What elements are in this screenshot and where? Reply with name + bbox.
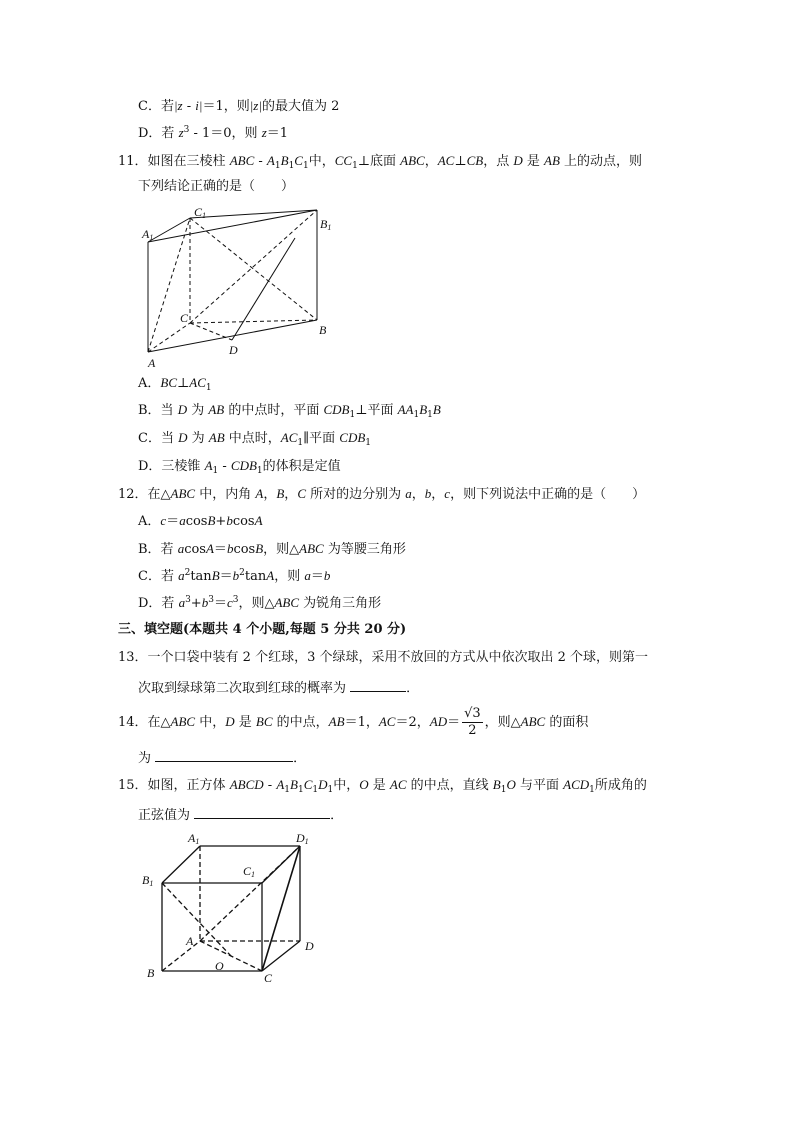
math-sub: 1 <box>427 410 433 420</box>
math-sup: 3 <box>232 595 239 605</box>
math-text: b <box>232 568 240 583</box>
question-text: ， <box>424 154 438 169</box>
option-text: 为等腰三角形 <box>323 542 406 557</box>
math-text: |z| <box>249 98 262 113</box>
math-text: a <box>177 541 185 556</box>
option-text: 为锐角三角形 <box>299 596 382 611</box>
question-text: ＝2， <box>395 715 430 730</box>
math-text: B <box>255 541 264 556</box>
option-text: ∥平面 <box>303 431 340 446</box>
math-text: tan <box>244 569 267 584</box>
math-text: cos <box>233 542 256 557</box>
math-sub: 1 <box>327 785 334 795</box>
math-text: + <box>190 596 202 611</box>
math-sub: 1 <box>365 438 372 448</box>
question-text: 所对的边分别为 <box>305 487 406 502</box>
math-text: a <box>178 568 185 583</box>
math-text: B <box>492 777 501 792</box>
option-text: ⊥平面 <box>355 403 398 418</box>
question-text: 次取到绿球第二次取到红球的概率为 <box>138 681 351 696</box>
math-text: CDB <box>323 402 350 417</box>
math-text: ABC <box>229 153 255 168</box>
fraction-denominator: 2 <box>468 723 477 738</box>
question-text: ⊥底面 <box>357 154 401 169</box>
math-text: D <box>225 714 235 729</box>
math-text: |z <box>173 98 183 113</box>
math-sub: 1 <box>205 383 212 393</box>
math-text: A <box>254 513 263 528</box>
math-text: D <box>318 777 328 792</box>
math-text: z <box>178 125 184 140</box>
option-label: A． <box>138 376 161 391</box>
edge-b1o-hidden <box>162 883 231 956</box>
math-sub: 1 <box>256 466 263 476</box>
math-text: AC <box>378 714 396 729</box>
math-text: AC <box>389 777 407 792</box>
label-a1: A1 <box>142 227 154 242</box>
math-text: B <box>290 777 298 792</box>
question-text: 所成角的 <box>594 778 647 793</box>
math-text: ＝1 <box>266 126 289 141</box>
math-text: A <box>266 153 275 168</box>
math-text: ABC <box>274 595 300 610</box>
question-text: 是 <box>522 154 545 169</box>
label-o: O <box>215 959 224 973</box>
math-text: AC <box>280 430 298 445</box>
math-text: cos <box>232 514 255 529</box>
option-label: B．若 <box>138 542 178 557</box>
option-text: 为 <box>187 431 209 446</box>
q11-prism-figure <box>140 200 340 370</box>
option-label: C．若 <box>138 569 179 584</box>
q15-cube-figure <box>140 828 340 988</box>
math-text: A <box>205 541 214 556</box>
math-text: A <box>276 777 285 792</box>
question-text: 为 <box>138 751 156 766</box>
math-text: BC <box>160 375 178 390</box>
option-label: B．当 <box>138 403 178 418</box>
question-text: ， <box>284 487 298 502</box>
math-text: B <box>280 153 289 168</box>
math-text: ABCD <box>229 777 264 792</box>
math-text: AA <box>397 402 414 417</box>
math-text: ABC <box>299 541 324 556</box>
math-sub: 1 <box>589 785 595 795</box>
math-text: C <box>294 153 303 168</box>
q10-option-d <box>138 124 288 144</box>
math-text: CDB <box>339 430 366 445</box>
question-text: 中，内角 <box>195 487 256 502</box>
math-text: D <box>178 430 188 445</box>
math-text: ＝ <box>219 569 233 584</box>
q11-option-c <box>138 429 371 449</box>
edge-db1 <box>232 238 295 340</box>
math-text: ABC <box>170 714 196 729</box>
question-text: ，点 <box>483 154 514 169</box>
math-text: cos <box>185 514 208 529</box>
option-label: A． <box>138 514 161 529</box>
question-text: 的中点， <box>272 715 329 730</box>
math-text: ＝1，则 <box>202 99 250 114</box>
edge-ba-hidden <box>162 941 200 971</box>
math-sub: 1 <box>413 410 420 420</box>
fraction <box>462 706 483 739</box>
question-text: 是 <box>368 778 390 793</box>
math-text: a <box>179 513 186 528</box>
math-text: c <box>226 595 233 610</box>
option-label: C．当 <box>138 431 179 446</box>
math-text: i| <box>195 98 203 113</box>
question-text: 中， <box>195 715 226 730</box>
label-a1: A1 <box>188 831 200 846</box>
q11-option-a <box>138 374 212 394</box>
question-text: 的中点，直线 <box>406 778 493 793</box>
math-text: a <box>304 568 311 583</box>
q11-stem-line2: 下列结论正确的是（ ） <box>138 179 295 194</box>
math-text: B <box>276 486 285 501</box>
q15-line1 <box>118 776 647 796</box>
math-text: B <box>211 568 220 583</box>
math-sub: 1 <box>212 466 219 476</box>
label-c: C <box>264 971 273 985</box>
math-sup: 2 <box>184 568 191 578</box>
math-text: CC <box>334 153 353 168</box>
math-text: z <box>261 125 267 140</box>
math-text: - <box>254 154 267 169</box>
question-text: 14．在△ <box>118 715 171 730</box>
math-text: B <box>419 402 428 417</box>
math-text: ＝ <box>310 569 324 584</box>
math-text: ABC <box>400 153 425 168</box>
math-text: AC <box>189 375 206 390</box>
math-text: CDB <box>230 458 257 473</box>
question-text: 的面积 <box>545 715 589 730</box>
edge-cd-hidden <box>190 323 232 340</box>
math-text: c <box>444 486 451 501</box>
math-sub: 1 <box>297 438 304 448</box>
question-text: 12．在△ <box>118 487 171 502</box>
question-text: ，则下列说法中正确的是（ ） <box>450 487 646 502</box>
math-text: BC <box>255 714 273 729</box>
math-text: ACD <box>563 777 590 792</box>
question-text: ， <box>263 487 277 502</box>
q12-stem <box>118 485 645 504</box>
math-text: CB <box>466 153 484 168</box>
option-text: 为 <box>187 403 209 418</box>
option-text: ，则 <box>274 569 305 584</box>
q13-line2 <box>138 677 419 698</box>
math-text: a <box>178 595 186 610</box>
math-text: c <box>160 513 167 528</box>
question-text: 中， <box>333 778 360 793</box>
option-label: D．若 <box>138 126 179 141</box>
math-sub: 1 <box>274 161 281 171</box>
question-text: 与平面 <box>515 778 564 793</box>
fraction-numerator: √3 <box>464 706 481 721</box>
math-text: C <box>297 486 306 501</box>
q12-option-b <box>138 540 406 559</box>
question-text: 中， <box>308 154 335 169</box>
label-d1: D1 <box>296 831 309 846</box>
math-text: A <box>266 568 275 583</box>
edge-a1b1 <box>148 210 317 242</box>
q12-option-a <box>138 512 263 531</box>
math-text: - <box>263 778 277 793</box>
answer-blank[interactable] <box>155 747 293 762</box>
math-text: O <box>506 777 516 792</box>
math-text: ABC <box>520 714 546 729</box>
option-text: 的体积是定值 <box>262 459 341 474</box>
label-a: A <box>186 934 194 948</box>
q11-option-b <box>138 401 441 421</box>
math-text: b <box>201 595 209 610</box>
question-text: 正弦值为 <box>138 808 195 823</box>
math-text: - 1＝0，则 <box>189 126 262 141</box>
q11-option-d <box>138 457 341 477</box>
question-text: ， <box>431 487 445 502</box>
math-text: b <box>323 568 331 583</box>
label-c1: C1 <box>243 864 256 879</box>
math-text: a <box>405 486 412 501</box>
math-text: b <box>226 541 234 556</box>
label-c1: C1 <box>194 205 207 220</box>
math-text: cos <box>184 542 206 557</box>
q14-line1 <box>118 705 588 740</box>
math-text: - <box>182 99 196 114</box>
q12-option-d <box>138 594 381 614</box>
math-text: b <box>424 486 432 501</box>
section-heading: 三、填空题(本题共 4 个小题,每题 5 分共 20 分) <box>118 622 407 637</box>
math-text: D <box>513 153 523 168</box>
q15-line2 <box>138 804 343 825</box>
answer-blank[interactable] <box>350 677 406 692</box>
question-text: ＝ <box>447 715 461 730</box>
option-text: 的中点时，平面 <box>224 403 324 418</box>
math-text: + <box>215 514 227 529</box>
math-text: AB <box>208 402 225 417</box>
math-text: ⊥ <box>177 376 190 391</box>
math-sub: 1 <box>312 785 319 795</box>
question-text: 上的动点，则 <box>559 154 643 169</box>
label-c: C <box>180 311 189 325</box>
math-text: AD <box>429 714 448 729</box>
label-b: B <box>147 966 155 980</box>
math-sub: 1 <box>284 785 290 795</box>
label-d: D <box>229 343 238 357</box>
option-text: ，则△ <box>263 542 300 557</box>
label-b1: B1 <box>320 217 332 232</box>
q10-option-c <box>138 97 339 116</box>
question-text: 15．如图，正方体 <box>118 778 230 793</box>
math-sub: 1 <box>297 785 304 795</box>
q11-stem-line1 <box>118 152 642 172</box>
math-text: AB <box>544 153 560 168</box>
option-label: D．若 <box>138 596 179 611</box>
edge-b1a1 <box>162 846 200 883</box>
option-text: ，则△ <box>238 596 275 611</box>
question-text: 是 <box>234 715 256 730</box>
math-sup: 3 <box>183 125 190 135</box>
label-b: B <box>319 323 327 337</box>
question-text: ． <box>293 751 307 766</box>
q12-option-c <box>138 567 330 587</box>
question-text: ＝1， <box>344 715 379 730</box>
math-text: b <box>226 513 233 528</box>
math-text: B <box>207 513 216 528</box>
math-sup: 3 <box>185 595 191 605</box>
label-a: A <box>148 356 156 370</box>
math-sub: 1 <box>349 410 356 420</box>
math-text: ＝ <box>166 514 180 529</box>
label-d: D <box>305 939 314 953</box>
edge-cd <box>262 941 300 971</box>
math-text: A <box>204 458 213 473</box>
math-text: tan <box>190 569 212 584</box>
math-text: D <box>177 402 188 417</box>
math-sup: 2 <box>239 568 245 578</box>
q13-line1: 13．一个口袋中装有 2 个红球，3 个绿球，采用不放回的方式从中依次取出 2 个球，则第一 <box>118 650 649 665</box>
math-text: A <box>255 486 264 501</box>
math-text: B <box>432 402 441 417</box>
math-sub: 1 <box>302 161 309 171</box>
math-text: AB <box>208 430 225 445</box>
math-text: C <box>303 777 313 792</box>
math-text: - <box>218 459 231 474</box>
edge-cb-hidden <box>190 320 317 323</box>
math-text: O <box>359 777 369 792</box>
math-sub: 1 <box>500 785 507 795</box>
math-sub: 1 <box>288 161 295 171</box>
question-text: ，则△ <box>484 715 521 730</box>
option-label: C．若 <box>138 99 174 114</box>
answer-blank[interactable] <box>194 804 330 819</box>
option-text: 中点时， <box>224 431 281 446</box>
label-b1: B1 <box>142 873 154 888</box>
math-text: AB <box>328 714 345 729</box>
math-text: ABC <box>170 486 196 501</box>
math-text: ＝ <box>213 596 227 611</box>
math-text: ＝ <box>213 542 227 557</box>
question-text: ． <box>406 681 420 696</box>
question-text: 11．如图在三棱柱 <box>118 154 230 169</box>
math-text: AC <box>437 153 455 168</box>
question-text: ， <box>411 487 425 502</box>
math-sub: 1 <box>352 161 358 171</box>
math-text: ⊥ <box>454 154 467 169</box>
q14-line2 <box>138 747 306 768</box>
question-text: ． <box>330 808 344 823</box>
option-label: D．三棱锥 <box>138 459 205 474</box>
math-sup: 3 <box>208 595 214 605</box>
math-text: 的最大值为 2 <box>261 99 340 114</box>
